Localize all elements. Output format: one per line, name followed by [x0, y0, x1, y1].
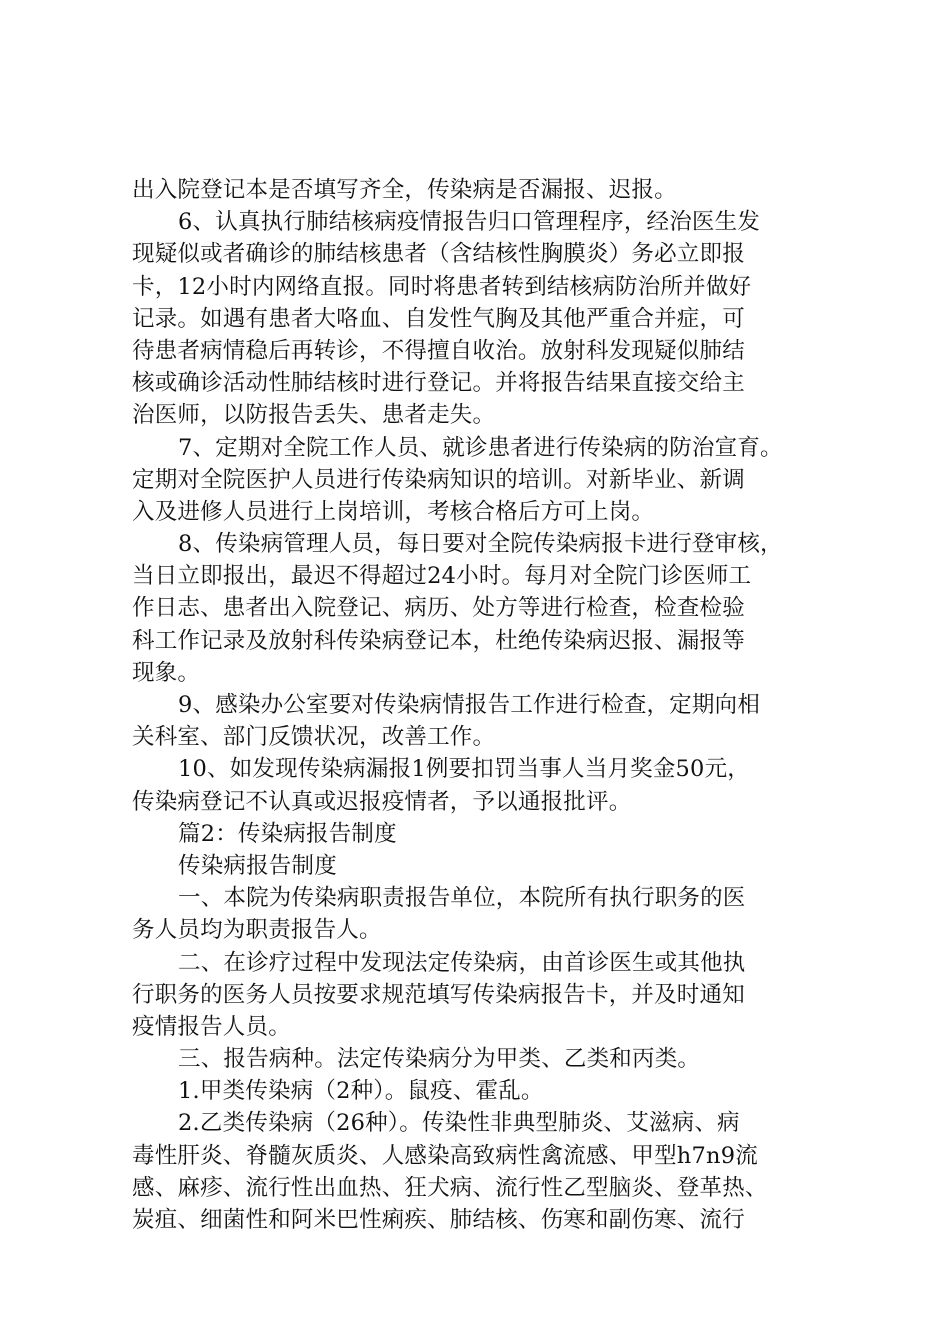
text-line: 作日志、患者出入院登记、病历、处方等进行检查，检查检验 [132, 595, 745, 622]
text-line: 8、传染病管理人员，每日要对全院传染病报卡进行登审核， [178, 531, 783, 558]
text-line: 现疑似或者确诊的肺结核患者（含结核性胸膜炎）务必立即报 [132, 241, 745, 268]
text-line: 现象。 [132, 659, 201, 686]
text-line: 务人员均为职责报告人。 [132, 917, 382, 944]
document-body [132, 174, 837, 1236]
text-line: 10、如发现传染病漏报1例要扣罚当事人当月奖金50元， [178, 756, 750, 783]
text-line: 炭疽、细菌性和阿米巴性痢疾、肺结核、伤寒和副伤寒、流行 [132, 1207, 745, 1233]
text-line: 关科室、部门反馈状况，改善工作。 [132, 724, 496, 751]
text-line: 传染病报告制度 [178, 852, 337, 879]
text-line: 一、本院为传染病职责报告单位，本院所有执行职务的医 [178, 885, 746, 912]
text-line: 三、报告病种。法定传染病分为甲类、乙类和丙类。 [178, 1046, 701, 1073]
text-line: 治医师，以防报告丢失、患者走失。 [132, 402, 496, 429]
text-line: 行职务的医务人员按要求规范填写传染病报告卡，并及时通知 [132, 981, 745, 1008]
text-line: 7、定期对全院工作人员、就诊患者进行传染病的防治宣育。 [178, 434, 783, 461]
text-line: 入及进修人员进行上岗培训，考核合格后方可上岗。 [132, 498, 655, 525]
text-line: 疫情报告人员。 [132, 1013, 291, 1040]
text-line: 6、认真执行肺结核病疫情报告归口管理程序，经治医生发 [178, 209, 761, 236]
text-line: 2.乙类传染病（26种）。传染性非典型肺炎、艾滋病、病 [178, 1110, 740, 1137]
text-line: 感、麻疹、流行性出血热、狂犬病、流行性乙型脑炎、登革热、 [132, 1174, 768, 1201]
text-line: 卡，12小时内网络直报。同时将患者转到结核病防治所并做好 [132, 273, 752, 300]
text-line: 记录。如遇有患者大咯血、自发性气胸及其他严重合并症，可 [132, 305, 745, 332]
text-line: 当日立即报出，最迟不得超过24小时。每月对全院门诊医师工 [132, 563, 752, 590]
text-line: 9、感染办公室要对传染病情报告工作进行检查，定期向相 [178, 692, 761, 718]
text-line: 出入院登记本是否填写齐全，传染病是否漏报、迟报。 [132, 177, 677, 203]
text-line: 篇2：传染病报告制度 [178, 820, 397, 847]
text-line: 传染病登记不认真或迟报疫情者，予以通报批评。 [132, 788, 632, 815]
text-line: 定期对全院医护人员进行传染病知识的培训。对新毕业、新调 [132, 466, 745, 493]
text-line: 毒性肝炎、脊髓灰质炎、人感染高致病性禽流感、甲型h7n9流 [132, 1142, 758, 1169]
text-line: 1.甲类传染病（2种）。鼠疫、霍乱。 [178, 1078, 544, 1105]
text-line: 核或确诊活动性肺结核时进行登记。并将报告结果直接交给主 [132, 370, 745, 397]
text-line: 二、在诊疗过程中发现法定传染病，由首诊医生或其他执 [178, 949, 746, 976]
text-line: 科工作记录及放射科传染病登记本，杜绝传染病迟报、漏报等 [132, 627, 745, 654]
text-line: 待患者病情稳后再转诊，不得擅自收治。放射科发现疑似肺结 [132, 337, 745, 364]
